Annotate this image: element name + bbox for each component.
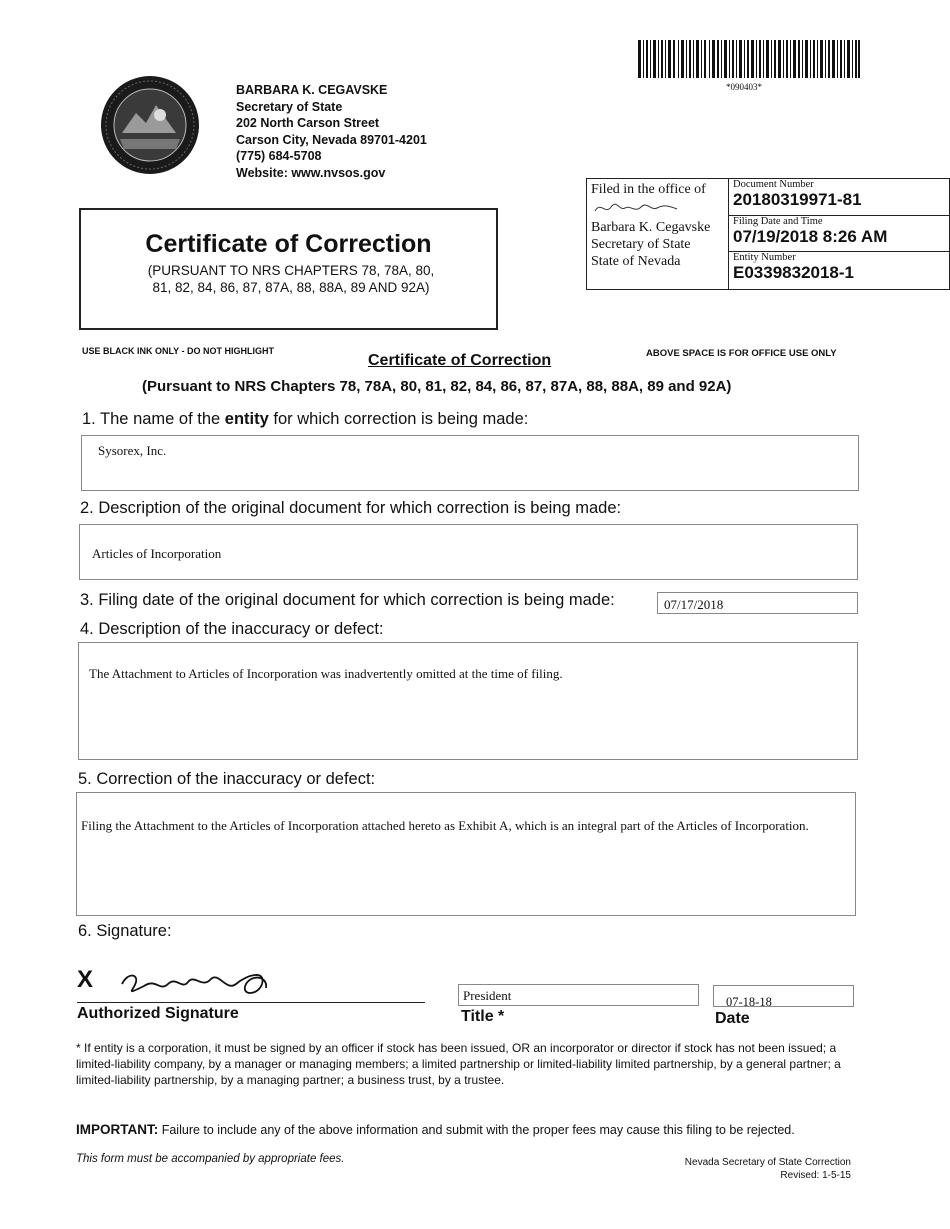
certificate-pursuant: (PURSUANT TO NRS CHAPTERS 78, 78A, 80, 81, 82, 84, 86, 87, 87A, 88, 88A, 89 AND 92A) — [147, 263, 435, 295]
signer-title-field[interactable]: President — [458, 984, 699, 1006]
q2-label: 2. Description of the original document for which correction is being made: — [80, 499, 622, 517]
entity-number-value: E0339832018-1 — [733, 263, 855, 282]
filed-line-4: State of Nevada — [591, 254, 681, 269]
important-label: IMPORTANT: — [76, 1122, 159, 1137]
signature-date-field[interactable]: 07-18-18 — [713, 985, 854, 1007]
original-filing-date-field[interactable]: 07/17/2018 — [657, 592, 858, 614]
certificate-title-box — [79, 208, 498, 330]
nevada-state-seal-icon — [100, 75, 200, 175]
form-title: Certificate of Correction — [368, 352, 552, 369]
sos-address-block — [236, 82, 427, 181]
q6-label: 6. Signature: — [78, 922, 172, 940]
filed-line-1: Filed in the office of — [591, 182, 706, 197]
date-caption: Date — [715, 1010, 750, 1027]
form-pursuant: (Pursuant to NRS Chapters 78, 78A, 80, 81, 82, 84, 86, 87, 87A, 88, 88A, 89 and 92A) — [142, 378, 732, 395]
certificate-title: Certificate of Correction — [145, 230, 432, 258]
office-filing-box — [586, 178, 950, 290]
authorized-signature-icon[interactable] — [116, 962, 276, 1004]
office-use-note: ABOVE SPACE IS FOR OFFICE USE ONLY — [646, 348, 837, 359]
form-identifier — [660, 1156, 851, 1182]
filing-datetime-value: 07/19/2018 8:26 AM — [733, 227, 888, 246]
sos-website: Website: www.nvsos.gov — [236, 165, 386, 180]
signature-caption: Authorized Signature — [77, 1005, 239, 1022]
q5-label: 5. Correction of the inaccuracy or defect: — [78, 770, 376, 788]
signature-line — [77, 1002, 425, 1003]
q4-label: 4. Description of the inaccuracy or defect: — [80, 620, 384, 638]
document-number-cell — [729, 179, 950, 216]
ink-instruction: USE BLACK INK ONLY - DO NOT HIGHLIGHT — [82, 346, 275, 356]
filing-datetime-label: Filing Date and Time — [733, 216, 823, 227]
barcode-number: *090403* — [726, 82, 762, 92]
fees-note: This form must be accompanied by appropriate fees. — [76, 1153, 345, 1165]
signer-footnote: * If entity is a corporation, it must be signed by an officer if stock has been issued, OR an incorporator or director if stock has not been issued; a limited-liability company, by a manager or managing members; a limited partnership or limited-liability limited partnership, by a general partner; a limited-liability partnership, by a managing partner; a business trust, by a trustee. — [76, 1041, 841, 1087]
original-document-field[interactable]: Articles of Incorporation — [79, 524, 858, 580]
important-text: Failure to include any of the above information and submit with the proper fees may cause this filing to be rejected. — [158, 1123, 795, 1137]
entity-name-field[interactable]: Sysorex, Inc. — [81, 435, 859, 491]
filing-details-panel — [729, 179, 950, 289]
entity-number-label: Entity Number — [733, 252, 796, 263]
signature-x-mark: X — [77, 966, 94, 993]
form-revised: Revised: 1-5-15 — [780, 1170, 851, 1181]
q1-label-bold: entity — [224, 410, 269, 428]
title-caption: Title * — [461, 1008, 505, 1025]
q1-label — [82, 410, 528, 429]
document-number-label: Document Number — [733, 179, 814, 190]
sos-phone: (775) 684-5708 — [236, 149, 322, 163]
filing-datetime-cell — [729, 216, 950, 252]
sos-name: BARBARA K. CEGAVSKE — [236, 83, 388, 97]
form-id-name: Nevada Secretary of State Correction — [684, 1157, 851, 1168]
filed-line-2: Barbara K. Cegavske — [591, 220, 711, 235]
filed-line-3: Secretary of State — [591, 237, 691, 252]
inaccuracy-description-field[interactable]: The Attachment to Articles of Incorporation was inadvertently omitted at the time of filing. — [78, 642, 858, 760]
sos-signature-icon — [593, 199, 683, 217]
important-note — [76, 1122, 866, 1137]
q1-label-post: for which correction is being made: — [268, 410, 529, 428]
sos-street: 202 North Carson Street — [236, 116, 380, 130]
entity-number-cell — [729, 252, 950, 290]
sos-office: Secretary of State — [236, 99, 343, 114]
barcode-icon — [638, 40, 860, 78]
correction-field[interactable]: Filing the Attachment to the Articles of Incorporation attached hereto as Exhibit A, which is an integral part of the Articles of Incorporation. — [76, 792, 856, 916]
document-number-value: 20180319971-81 — [733, 190, 862, 209]
q3-label: 3. Filing date of the original document for which correction is being made: — [80, 591, 615, 609]
filed-in-office-panel — [587, 179, 729, 289]
sos-city: Carson City, Nevada 89701-4201 — [236, 132, 427, 147]
q1-label-pre: 1. The name of the — [82, 410, 225, 428]
